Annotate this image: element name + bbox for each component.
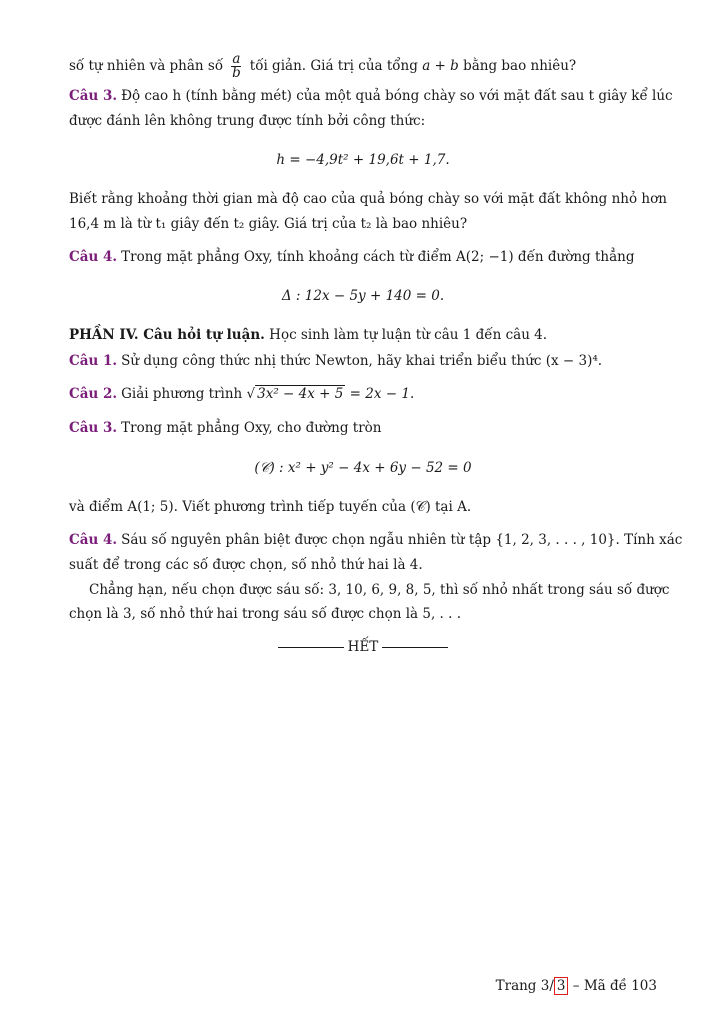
part-4-question-1 bbox=[69, 351, 657, 371]
question-text: Trong mặt phẳng Oxy, cho đường tròn bbox=[121, 420, 382, 436]
question-3-line-1 bbox=[69, 86, 673, 106]
question-text: và điểm A(1; 5). Viết phương trình tiếp tuyến của (𝒞) tại A. bbox=[69, 499, 472, 515]
question-label: Câu 1. bbox=[69, 353, 118, 369]
question-label: Câu 2. bbox=[69, 386, 118, 402]
question-3-line-2 bbox=[69, 111, 657, 131]
footer-suffix: – Mã đề 103 bbox=[568, 978, 657, 994]
section-intro: Học sinh làm tự luận từ câu 1 đến câu 4. bbox=[269, 327, 548, 343]
question-text: Trong mặt phẳng Oxy, tính khoảng cách từ điểm A(2; −1) đến đường thẳng bbox=[121, 249, 635, 265]
fraction-a-over-b: $\frac{a}{b}$ bbox=[232, 51, 241, 81]
question-4-formula bbox=[69, 286, 657, 306]
formula: h = −4,9t² + 19,6t + 1,7. bbox=[276, 152, 450, 168]
question-text: Biết rằng khoảng thời gian mà độ cao của quả bóng chày so với mặt đất không nhỏ hơn bbox=[69, 191, 667, 207]
question-4-line-1 bbox=[69, 247, 657, 267]
end-text: HẾT bbox=[347, 639, 379, 655]
formula: Δ : 12x − 5y + 140 = 0. bbox=[281, 288, 445, 304]
end-marker bbox=[69, 637, 657, 657]
part-4-question-4-line-1 bbox=[69, 530, 683, 550]
math-expr: a + b bbox=[422, 58, 459, 74]
part-4-heading bbox=[69, 325, 657, 345]
question-label: Câu 4. bbox=[69, 532, 118, 548]
question-3-line-4 bbox=[69, 214, 657, 234]
question-text: Độ cao h (tính bằng mét) của một quả bóng chày so với mặt đất sau t giây kể lúc bbox=[121, 88, 673, 104]
question-text: Chẳng hạn, nếu chọn được sáu số: 3, 10, 6, 9, 8, 5, thì số nhỏ nhất trong sáu số được bbox=[89, 582, 670, 598]
question-text: suất để trong các số được chọn, số nhỏ thứ hai là 4. bbox=[69, 557, 423, 573]
section-heading: PHẦN IV. Câu hỏi tự luận. bbox=[69, 327, 265, 343]
question-3-formula bbox=[69, 150, 657, 170]
rule-left bbox=[278, 647, 344, 648]
text: bằng bao nhiêu? bbox=[463, 58, 577, 74]
part-4-question-4-line-2 bbox=[69, 555, 657, 575]
question-text: 16,4 m là từ t₁ giây đến t₂ giây. Giá trị của t₂ là bao nhiêu? bbox=[69, 216, 468, 232]
question-label: Câu 3. bbox=[69, 88, 118, 104]
sqrt-sign: √ bbox=[246, 386, 256, 402]
question-text: Sử dụng công thức nhị thức Newton, hãy khai triển biểu thức (x − 3)⁴. bbox=[121, 353, 603, 369]
part-4-question-4-line-3 bbox=[69, 580, 670, 600]
question-3-line-3 bbox=[69, 189, 667, 209]
question-text: Sáu số nguyên phân biệt được chọn ngẫu nhiên từ tập {1, 2, 3, . . . , 10}. Tính xác bbox=[121, 532, 683, 548]
formula: (𝒞) : x² + y² − 4x + 6y − 52 = 0 bbox=[254, 460, 472, 476]
part-4-question-3 bbox=[69, 418, 657, 438]
part-4-question-3-formula bbox=[69, 458, 657, 478]
footer-prefix: Trang 3/ bbox=[495, 978, 554, 994]
equation-rhs: = 2x − 1. bbox=[349, 386, 415, 402]
rule-right bbox=[382, 647, 448, 648]
part-4-question-2 bbox=[69, 384, 657, 404]
question-text: chọn là 3, số nhỏ thứ hai trong sáu số được chọn là 5, . . . bbox=[69, 606, 461, 622]
part-4-question-3-after bbox=[69, 497, 657, 517]
continuation-line bbox=[69, 53, 657, 80]
question-label: Câu 4. bbox=[69, 249, 118, 265]
page-number-box[interactable]: 3 bbox=[554, 977, 569, 995]
part-4-question-4-line-4 bbox=[69, 604, 657, 624]
text: số tự nhiên và phân số bbox=[69, 58, 224, 74]
question-text: được đánh lên không trung được tính bởi công thức: bbox=[69, 113, 426, 129]
question-label: Câu 3. bbox=[69, 420, 118, 436]
text: tối giản. Giá trị của tổng bbox=[249, 58, 418, 74]
question-text: Giải phương trình bbox=[121, 386, 243, 402]
sqrt-radicand: 3x² − 4x + 5 bbox=[257, 386, 344, 402]
page-footer bbox=[496, 976, 657, 996]
